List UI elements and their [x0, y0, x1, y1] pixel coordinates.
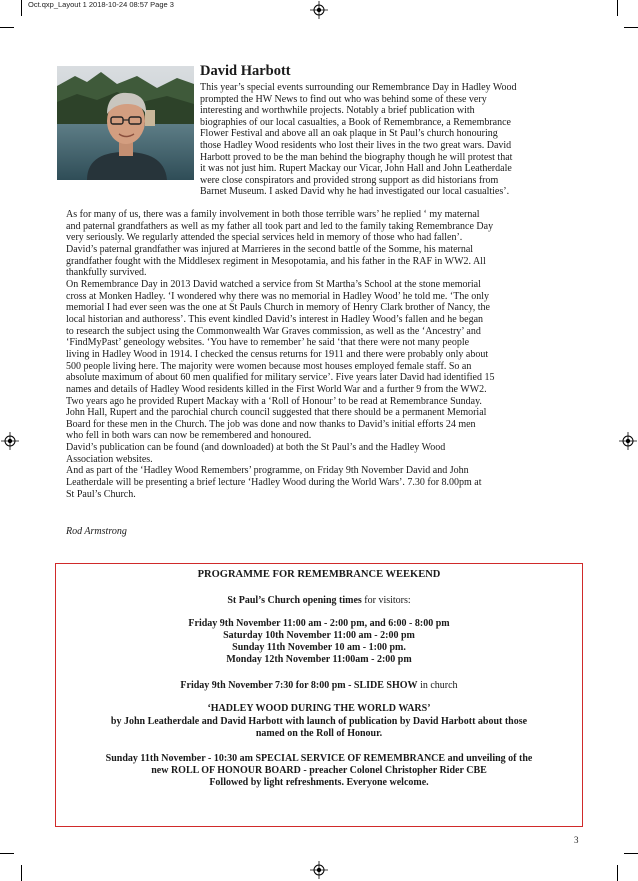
- lecture-line: named on the Roll of Honour.: [255, 728, 383, 739]
- lecture-title: ‘HADLEY WOOD DURING THE WORLD WARS’: [207, 703, 431, 714]
- registration-mark-icon: [1, 432, 19, 450]
- text-line: those Hadley Wood residents who lost their lives in the two great wars. David: [200, 139, 512, 151]
- opening-time: Saturday 10th November 11:00 am - 2:00 pm: [223, 630, 415, 641]
- opening-time: Friday 9th November 11:00 am - 2:00 pm, and 6:00 - 8:00 pm: [188, 618, 450, 629]
- crop-mark-icon: [617, 865, 618, 881]
- text-line: cross at Monken Hadley. ‘I wondered why there was no memorial in Hadley Wood’ he told me. ‘The only: [66, 290, 490, 302]
- print-slug: Oct.qxp_Layout 1 2018-10-24 08:57 Page 3: [28, 0, 174, 9]
- crop-mark-icon: [21, 0, 22, 16]
- text-line: And as part of the ‘Hadley Wood Remembers’ programme, on Friday 9th November David and John: [66, 465, 469, 477]
- text-line: living in Hadley Wood in 1914. I checked the census returns for 1911 and there were probably only about: [66, 348, 489, 360]
- text-line: interesting and worthwhile projects. Notably a brief publication with: [200, 105, 475, 117]
- registration-mark-icon: [310, 1, 328, 19]
- text-line: Two years ago he provided Rupert Mackay with a ‘Roll of Honour’ to be read at Remembrance Sunday.: [66, 395, 482, 407]
- text-line: Leatherdale will be presenting a brief lecture ‘Hadley Wood during the World Wars’. 7.30 for 8.00pm at: [66, 477, 482, 489]
- registration-mark-icon: [310, 861, 328, 879]
- article-author: Rod Armstrong: [66, 526, 127, 537]
- slide-show-line: [56, 680, 582, 692]
- crop-mark-icon: [624, 27, 638, 28]
- text-line: were close conspirators and provided strong support as did historians from: [200, 174, 499, 186]
- crop-mark-icon: [0, 27, 14, 28]
- page-number: 3: [574, 835, 579, 845]
- text-line: Flower Festival and above all an oak plaque in St Paul’s church honouring: [200, 128, 498, 140]
- text-line: thankfully survived.: [66, 267, 147, 279]
- text-line: Harbott proved to be the man behind the biography though he will protest that: [200, 151, 513, 163]
- text-line: St Paul’s Church.: [66, 488, 136, 500]
- opening-times-suffix: for visitors:: [361, 595, 411, 606]
- opening-times-intro: [56, 595, 582, 607]
- text-line: biographies of our local casualties, a Book of Remembrance, a Remembrance: [200, 116, 511, 128]
- opening-time: Sunday 11th November 10 am - 1:00 pm.: [232, 642, 406, 653]
- text-line: local historian and authoress’. This event kindled David’s interest in Hadley Wood’s fallen and he began: [66, 313, 484, 325]
- text-line: who fell in both wars can now be remembered and honoured.: [66, 430, 312, 442]
- text-line: it was not just him. Rupert Mackay our Vicar, John Hall and John Leatherdale: [200, 163, 512, 175]
- text-line: memorial I had ever seen was the one at St Pauls Church in memory of Henry Clark brother of Nancy, the: [66, 302, 490, 314]
- text-line: 500 people living here. The majority were women because most houses employed female staff. So an: [66, 360, 472, 372]
- text-line: David’s paternal grandfather was injured at Marrieres in the second battle of the Somme, his maternal: [66, 243, 474, 255]
- text-line: ‘FindMyPast’ geneology websites. ‘You have to remember’ he said ‘that there were not many people: [66, 337, 470, 349]
- crop-mark-icon: [624, 853, 638, 854]
- text-line: On Remembrance Day in 2013 David watched a service from St Martha’s School at the stone memorial: [66, 278, 481, 290]
- article-intro: [200, 82, 580, 198]
- article-title: David Harbott: [200, 63, 291, 79]
- text-line: As for many of us, there was a family involvement in both those terrible wars’ he replied ‘ my maternal: [66, 209, 480, 220]
- text-line: and paternal grandfathers as well as my father all took part and led to the family taking Remembrance Day: [66, 220, 494, 232]
- crop-mark-icon: [617, 0, 618, 16]
- opening-times-label: St Paul’s Church opening times: [227, 595, 362, 606]
- registration-mark-icon: [619, 432, 637, 450]
- text-line: names and details of Hadley Wood residents killed in the First World War and a further 9 from the WW2.: [66, 383, 487, 395]
- slide-show-label: Friday 9th November 7:30 for 8:00 pm - SLIDE SHOW: [180, 680, 418, 691]
- text-line: David’s publication can be found (and downloaded) at both the St Paul’s and the Hadley Wood: [66, 442, 446, 454]
- text-line: to research the subject using the Commonwealth War Graves commission, as well as the ‘Ancestry’ and: [66, 325, 481, 337]
- service-line: Sunday 11th November - 10:30 am SPECIAL SERVICE OF REMEMBRANCE and unveiling of the: [105, 753, 533, 764]
- programme-heading: PROGRAMME FOR REMEMBRANCE WEEKEND: [197, 569, 441, 580]
- text-line: Barnet Museum. I asked David why he had investigated our local casualties’.: [200, 186, 510, 198]
- text-line: grandfather fought with the Middlesex regiment in Mesopotamia, and his father in the RAF in WW2. All: [66, 255, 486, 267]
- text-line: prompted the HW News to find out who was behind some of these very: [200, 93, 487, 105]
- opening-time: Monday 12th November 11:00am - 2:00 pm: [226, 654, 412, 665]
- service-line: new ROLL OF HONOUR BOARD - preacher Colonel Christopher Rider CBE: [151, 765, 487, 776]
- text-line: very seriously. We regularly attended the special services held in memory of those who had fallen’.: [66, 232, 463, 244]
- crop-mark-icon: [0, 853, 14, 854]
- portrait-photo: [57, 66, 194, 180]
- text-line: absolute maximum of about 60 men qualified for military service’. Five years later David had identified 15: [66, 372, 495, 384]
- service-line: Followed by light refreshments. Everyone welcome.: [209, 777, 429, 788]
- slide-show-suffix: in church: [417, 680, 458, 691]
- text-line: Board for these men in the Church. The job was done and now thanks to David’s initial efforts 24 men: [66, 418, 476, 430]
- programme-box: [55, 563, 583, 827]
- text-line: John Hall, Rupert and the parochial church council suggested that there should be a permanent Memorial: [66, 407, 487, 419]
- lecture-line: by John Leatherdale and David Harbott with launch of publication by David Harbott about those: [110, 716, 528, 727]
- article-body: [66, 209, 582, 500]
- crop-mark-icon: [21, 865, 22, 881]
- text-line: This year’s special events surrounding our Remembrance Day in Hadley Wood: [200, 82, 517, 93]
- text-line: Association websites.: [66, 453, 153, 465]
